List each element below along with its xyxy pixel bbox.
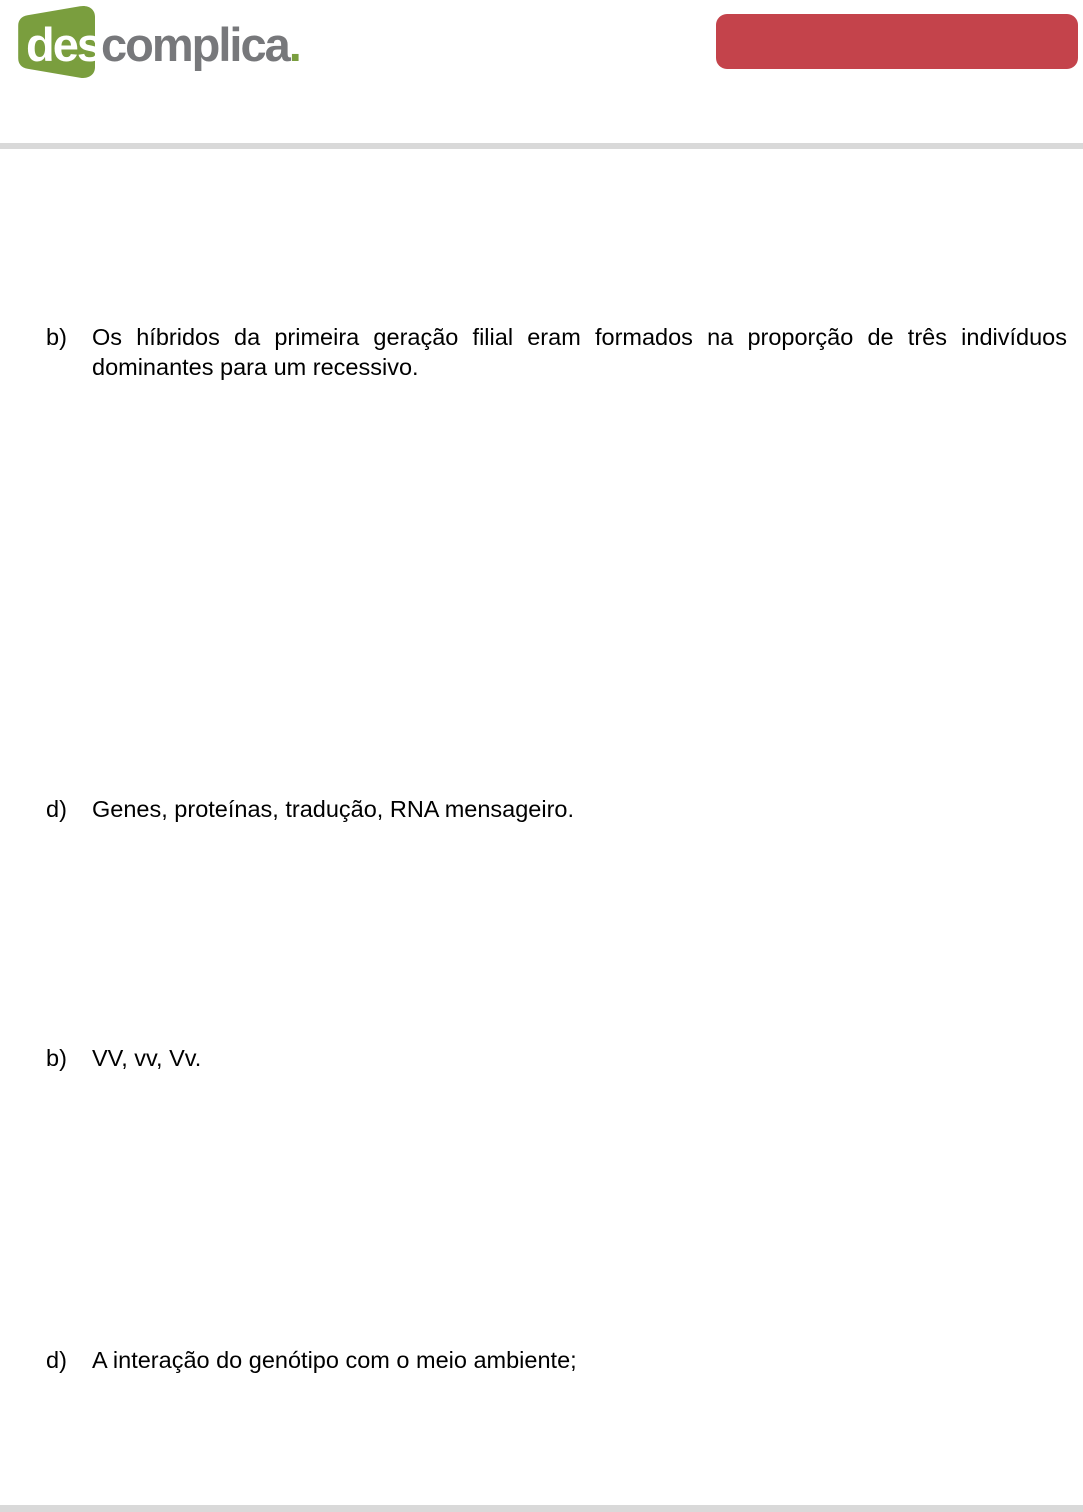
answer-label: d) bbox=[46, 796, 67, 822]
logo-text-des: des bbox=[26, 18, 101, 71]
answer-label: d) bbox=[46, 1347, 67, 1373]
answer-text: Os híbridos da primeira geração filial eram formados na proporção de três indivíduos dominantes para um recessivo. bbox=[92, 324, 1067, 380]
header-divider-line bbox=[0, 143, 1083, 149]
header-red-banner bbox=[716, 14, 1078, 69]
logo-wordmark bbox=[26, 19, 300, 71]
logo-text-dot: . bbox=[288, 18, 300, 71]
logo-text-complica: complica bbox=[101, 18, 289, 71]
answer-text: VV, vv, Vv. bbox=[92, 1045, 202, 1071]
answer-label: b) bbox=[46, 324, 67, 350]
answer-text: A interação do genótipo com o meio ambiente; bbox=[92, 1347, 577, 1373]
answer-text: Genes, proteínas, tradução, RNA mensageiro. bbox=[92, 796, 575, 822]
footer-divider-line bbox=[0, 1505, 1083, 1512]
descomplica-logo bbox=[17, 5, 300, 85]
answer-label: b) bbox=[46, 1045, 67, 1071]
